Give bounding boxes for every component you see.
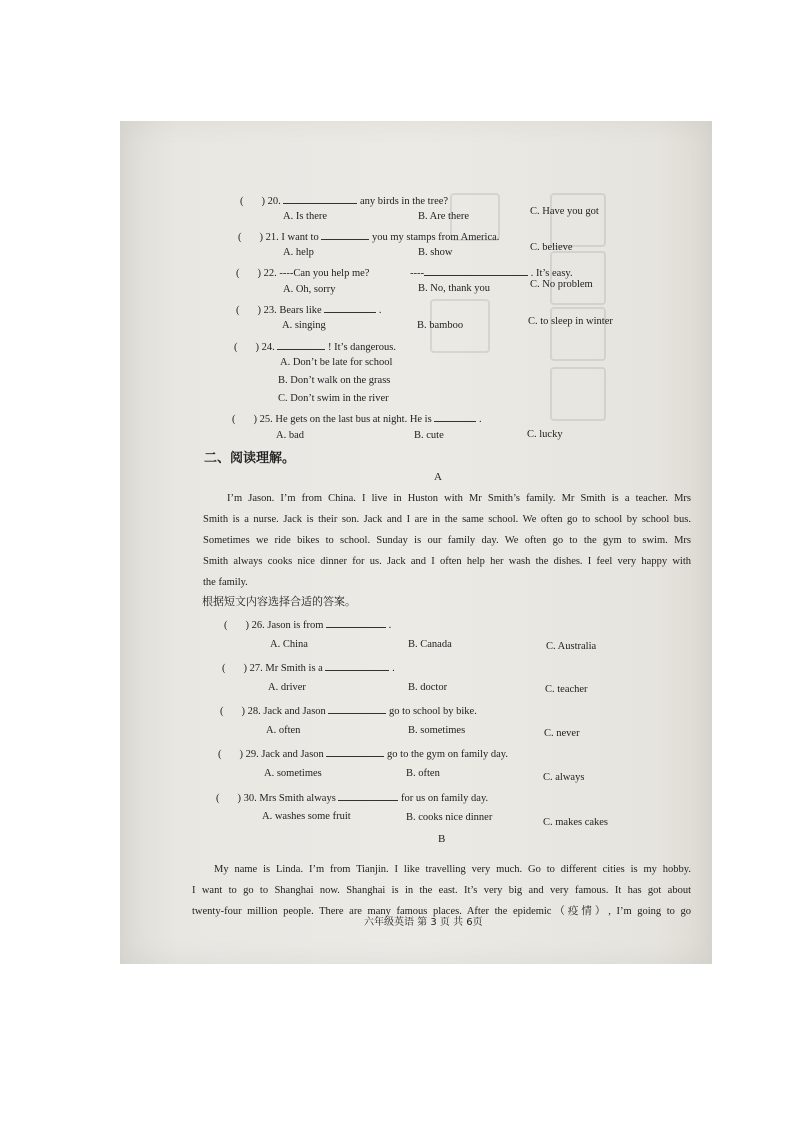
fill-blank[interactable] bbox=[338, 791, 398, 801]
question-stem: ( ) 27. Mr Smith is a . bbox=[222, 663, 395, 674]
fill-blank[interactable] bbox=[325, 661, 389, 671]
passage-line: I want to go to Shanghai now. Shanghai is in the east. It’s very big and very famous. It has got about bbox=[192, 885, 691, 896]
fill-blank[interactable] bbox=[424, 266, 528, 276]
stem-text: . bbox=[388, 620, 392, 631]
passage-line: twenty-four million people. There are many famous places. After the epidemic（疫情）, I’m going to go bbox=[192, 906, 691, 917]
question-number: 30 bbox=[243, 793, 255, 804]
stem-text: . It’s easy. bbox=[530, 268, 573, 279]
option-a: A. China bbox=[270, 639, 308, 650]
question-stem: ( ) 28. Jack and Jason go to school by bike. bbox=[220, 706, 477, 717]
answer-paren[interactable]: ( bbox=[238, 232, 242, 243]
option-b: B. often bbox=[406, 768, 440, 779]
stem-text: Jack and Jason bbox=[263, 706, 326, 717]
answer-paren[interactable]: ( bbox=[220, 706, 224, 717]
passage-b bbox=[192, 859, 691, 922]
option-c: C. believe bbox=[530, 242, 573, 253]
option-a: A. often bbox=[266, 725, 301, 736]
answer-paren[interactable]: ( bbox=[216, 793, 220, 804]
option-a: A. singing bbox=[282, 320, 326, 331]
option-a: A. Is there bbox=[283, 211, 328, 222]
option-c: C. to sleep in winter bbox=[528, 316, 613, 327]
fill-blank[interactable] bbox=[321, 230, 369, 240]
answer-paren[interactable]: ( bbox=[222, 663, 226, 674]
option-b: B. Don’t walk on the grass bbox=[278, 375, 391, 386]
stem-text: go to school by bike. bbox=[389, 706, 477, 717]
option-b: B. Canada bbox=[408, 639, 452, 650]
passage-line: the family. bbox=[203, 577, 248, 588]
option-a: A. Oh, sorry bbox=[283, 284, 336, 295]
question-stem: ( ) 24. ! It’s dangerous. bbox=[234, 342, 396, 353]
option-c: C. Have you got bbox=[530, 206, 599, 217]
stem-text: Bears like bbox=[279, 305, 322, 316]
question-stem: ( ) 20. any birds in the tree? bbox=[240, 196, 449, 207]
question-number: 21 bbox=[265, 232, 277, 243]
question-stem: ( ) 23. Bears like . bbox=[236, 305, 382, 316]
fill-blank[interactable] bbox=[434, 412, 476, 422]
answer-paren[interactable]: ( bbox=[236, 268, 240, 279]
answer-paren[interactable]: ( bbox=[240, 196, 244, 207]
stem-text: go to the gym on family day. bbox=[387, 749, 508, 760]
fill-blank[interactable] bbox=[277, 340, 325, 350]
question-number: 25 bbox=[259, 414, 271, 425]
passage-line: Sometimes we ride bikes to school. Sunday is our family day. We often go to the gym to swim. Mrs bbox=[203, 535, 691, 546]
question-stem: ( ) 25. He gets on the last bus at night. He is . bbox=[232, 414, 482, 425]
option-b: B. bamboo bbox=[417, 320, 464, 331]
question-number: 22 bbox=[263, 268, 275, 279]
option-c: C. makes cakes bbox=[543, 817, 609, 828]
option-a: A. sometimes bbox=[264, 768, 322, 779]
option-b: B. doctor bbox=[408, 682, 448, 693]
passage-line: Smith always cooks nice dinner for us. Jack and I often help her wash the dishes. I feel very happy with bbox=[203, 556, 691, 567]
option-c: C. Australia bbox=[546, 641, 597, 652]
question-stem: ( ) 21. I want to you my stamps from America. bbox=[238, 232, 500, 243]
passage-a bbox=[203, 488, 691, 593]
option-b: B. cooks nice dinner bbox=[406, 812, 493, 823]
question-stem: ( ) 30. Mrs Smith always for us on family day. bbox=[216, 793, 489, 804]
option-b: B. cute bbox=[414, 430, 444, 441]
option-a: A. washes some fruit bbox=[262, 811, 351, 822]
option-a: A. bad bbox=[276, 430, 304, 441]
fill-blank[interactable] bbox=[283, 194, 357, 204]
stem-text: He gets on the last bus at night. He is bbox=[275, 414, 432, 425]
answer-paren[interactable]: ( bbox=[218, 749, 222, 760]
option-b: B. No, thank you bbox=[418, 283, 491, 294]
question-number: 24 bbox=[261, 342, 273, 353]
option-b: B. sometimes bbox=[408, 725, 466, 736]
answer-paren[interactable]: ( bbox=[236, 305, 240, 316]
fill-blank[interactable] bbox=[326, 747, 384, 757]
instruction: 根据短文内容选择合适的答案。 bbox=[202, 596, 356, 608]
stem-text: . bbox=[478, 414, 482, 425]
passage-line: My name is Linda. I’m from Tianjin. I like travelling very much. Go to different cities is my hobby. bbox=[214, 864, 691, 875]
passage-line: Smith is a nurse. Jack is their son. Jack and I are in the same school. We often go to school by school bus. bbox=[203, 514, 691, 525]
stem-text: for us on family day. bbox=[401, 793, 489, 804]
question-number: 26 bbox=[251, 620, 263, 631]
option-c: C. always bbox=[543, 772, 585, 783]
stem-text: Mr Smith is a bbox=[265, 663, 323, 674]
stem-text: . bbox=[378, 305, 382, 316]
stem-text: Mrs Smith always bbox=[259, 793, 336, 804]
stem-text: ----Can you help me? bbox=[279, 268, 370, 279]
answer-paren[interactable]: ( bbox=[232, 414, 236, 425]
question-number: 27 bbox=[249, 663, 261, 674]
question-number: 28 bbox=[247, 706, 259, 717]
question-number: 29 bbox=[245, 749, 257, 760]
page-footer: 六年级英语 第 3 页 共 6页 bbox=[364, 917, 483, 928]
option-c: C. teacher bbox=[545, 684, 588, 695]
stem-text: Jack and Jason bbox=[261, 749, 324, 760]
option-a: A. Don’t be late for school bbox=[280, 357, 393, 368]
section-title: 二、阅读理解。 bbox=[204, 451, 296, 466]
option-c: C. lucky bbox=[527, 429, 563, 440]
stem-text: . bbox=[392, 663, 395, 674]
passage-line: I’m Jason. I’m from China. I live in Huston with Mr Smith’s family. Mr Smith is a teacher. Mrs bbox=[227, 493, 691, 504]
fill-blank[interactable] bbox=[326, 618, 386, 628]
question-number: 20 bbox=[267, 196, 279, 207]
option-c: C. never bbox=[544, 728, 580, 739]
question-number: 23 bbox=[263, 305, 275, 316]
bleed-through-picture bbox=[550, 367, 606, 421]
option-b: B. show bbox=[418, 247, 453, 258]
option-c: C. Don’t swim in the river bbox=[278, 393, 389, 404]
answer-paren[interactable]: ( bbox=[234, 342, 238, 353]
question-stem: ( ) 26. Jason is from . bbox=[224, 620, 392, 631]
option-c: C. No problem bbox=[530, 279, 593, 290]
question-stem: ( ) 29. Jack and Jason go to the gym on family day. bbox=[218, 749, 508, 760]
bleed-through-picture bbox=[550, 193, 606, 247]
stem-text: you my stamps from America. bbox=[371, 232, 500, 243]
stem-text: any birds in the tree? bbox=[360, 196, 449, 207]
passage-label-b: B bbox=[438, 833, 446, 845]
stem-text: I want to bbox=[281, 232, 319, 243]
answer-paren[interactable]: ( bbox=[224, 620, 228, 631]
question-stem: ( ) 22. ----Can you help me? ---- . It’s easy. bbox=[236, 268, 573, 279]
fill-blank[interactable] bbox=[328, 704, 386, 714]
option-a: A. driver bbox=[268, 682, 306, 693]
option-b: B. Are there bbox=[418, 211, 470, 222]
stem-text: ! It’s dangerous. bbox=[328, 342, 396, 353]
stem-text: ---- bbox=[410, 268, 425, 279]
passage-label-a: A bbox=[434, 471, 442, 483]
stem-text: Jason is from bbox=[267, 620, 324, 631]
option-a: A. help bbox=[283, 247, 314, 258]
fill-blank[interactable] bbox=[324, 303, 376, 313]
